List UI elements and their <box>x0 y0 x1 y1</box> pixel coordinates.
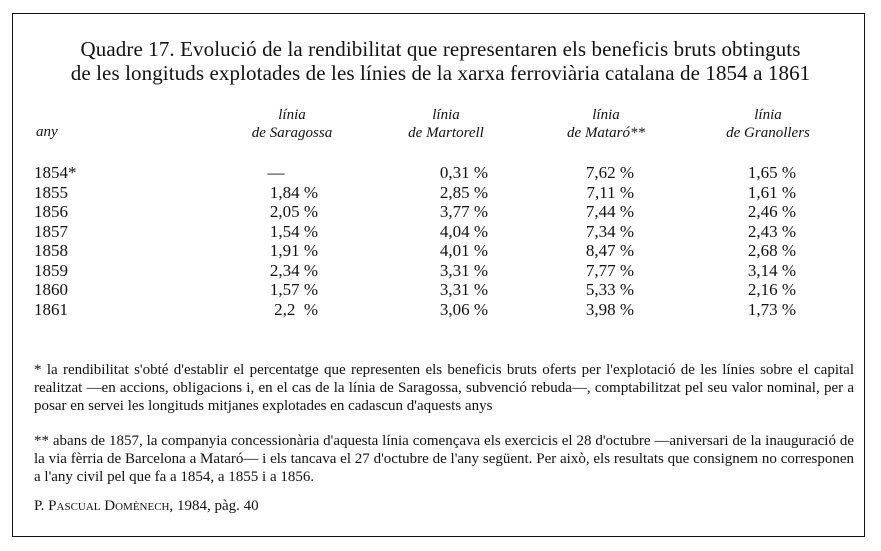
year-cell: 1860 <box>34 280 68 299</box>
footnote-2: ** abans de 1857, la companyia concessionària d'aquesta línia començava els exercicis el 28 d'octubre —aniversari de la inauguració de la via fèrria de Barcelona a Mataró— i els tancava el 27 d'octubre de l'any següent. Per això, els resultats que consignem no corresponen a l'any civil pel que fa a 1854, a 1855 i a 1856. <box>34 433 854 485</box>
year-column-header: any <box>36 124 58 140</box>
column-header-line: de Saragossa <box>251 125 333 141</box>
value-cell: 2,85 % <box>439 182 488 202</box>
year-cell: 1854* <box>34 163 77 182</box>
value-cell: 4,01 % <box>439 241 488 260</box>
source-citation <box>34 497 259 515</box>
table-row <box>0 280 881 300</box>
value-cell: 2,05 % <box>269 202 318 221</box>
column-header-line: de Martorell <box>408 125 484 141</box>
value-cell: 1,84 % <box>269 182 318 202</box>
column-header-line: línia <box>754 107 782 123</box>
value-cell: 3,77 % <box>439 202 488 221</box>
column-header-line: línia <box>278 107 306 123</box>
value-cell: 3,98 % <box>585 299 634 319</box>
value-cell: 1,73 % <box>747 299 796 319</box>
table-row <box>0 241 881 261</box>
source-author: P. Pascual Domènech <box>34 498 170 514</box>
column-header-line: línia <box>592 107 620 123</box>
value-cell: 1,65 % <box>747 163 796 182</box>
value-cell: 3,14 % <box>747 260 796 280</box>
table-row <box>0 163 881 183</box>
table-title-line-1: Quadre 17. Evolució de la rendibilitat que representaren els beneficis bruts obtinguts <box>80 37 801 61</box>
value-cell: 1,57 % <box>269 280 318 299</box>
value-cell: 1,91 % <box>269 241 318 260</box>
value-cell: 1,61 % <box>747 182 796 202</box>
value-cell: 3,31 % <box>439 280 488 299</box>
column-header-line: de Granollers <box>726 125 810 141</box>
table-row <box>0 261 881 281</box>
value-cell: 0,31 % <box>439 163 488 182</box>
value-cell: 8,47 % <box>585 241 634 260</box>
table-row <box>0 183 881 203</box>
year-cell: 1857 <box>34 221 68 241</box>
column-header-martorell <box>386 106 506 142</box>
value-cell: 4,04 % <box>439 221 488 241</box>
year-cell: 1859 <box>34 260 68 280</box>
column-header-line: línia <box>432 107 460 123</box>
year-cell: 1858 <box>34 241 68 260</box>
value-cell: 2,2 % <box>274 299 318 319</box>
table-title-line-2: de les longituds explotades de les línies de la xarxa ferroviària catalana de 1854 a 1861 <box>70 61 811 85</box>
value-cell: 7,34 % <box>585 221 634 241</box>
value-cell: 2,68 % <box>747 241 796 260</box>
footnote-1: * la rendibilitat s'obté d'establir el percentatge que representen els beneficis bruts oferts per l'explotació de les línies sobre el capital realitzat —en accions, obligacions i, en el cas de la línia de Saragossa, subvenció rebuda—, comptabilitzat pel seu valor nominal, per a posar en servei les longituds mitjanes explotades en cadascun d'aquests anys <box>34 362 854 414</box>
year-cell: 1861 <box>34 299 68 319</box>
value-cell: 7,44 % <box>585 202 634 221</box>
value-cell: 2,46 % <box>747 202 796 221</box>
column-header-granollers <box>708 106 828 142</box>
value-cell: 7,62 % <box>585 163 634 182</box>
value-cell: 5,33 % <box>585 280 634 299</box>
table-row <box>0 202 881 222</box>
year-cell: 1856 <box>34 202 68 221</box>
source-details: , 1984, pàg. 40 <box>169 498 259 514</box>
column-header-mataro <box>544 106 668 142</box>
column-header-saragossa <box>232 106 352 142</box>
value-cell: 3,31 % <box>439 260 488 280</box>
value-cell: 2,16 % <box>747 280 796 299</box>
value-cell: 2,34 % <box>269 260 318 280</box>
value-cell: 1,54 % <box>269 221 318 241</box>
column-header-line: de Mataró** <box>567 125 645 141</box>
value-cell: 3,06 % <box>439 299 488 319</box>
value-cell: 7,77 % <box>585 260 634 280</box>
year-cell: 1855 <box>34 182 68 202</box>
value-cell: 7,11 % <box>586 182 634 202</box>
table-row <box>0 300 881 320</box>
value-cell: 2,43 % <box>747 221 796 241</box>
table-row <box>0 222 881 242</box>
value-cell: — <box>267 163 285 182</box>
